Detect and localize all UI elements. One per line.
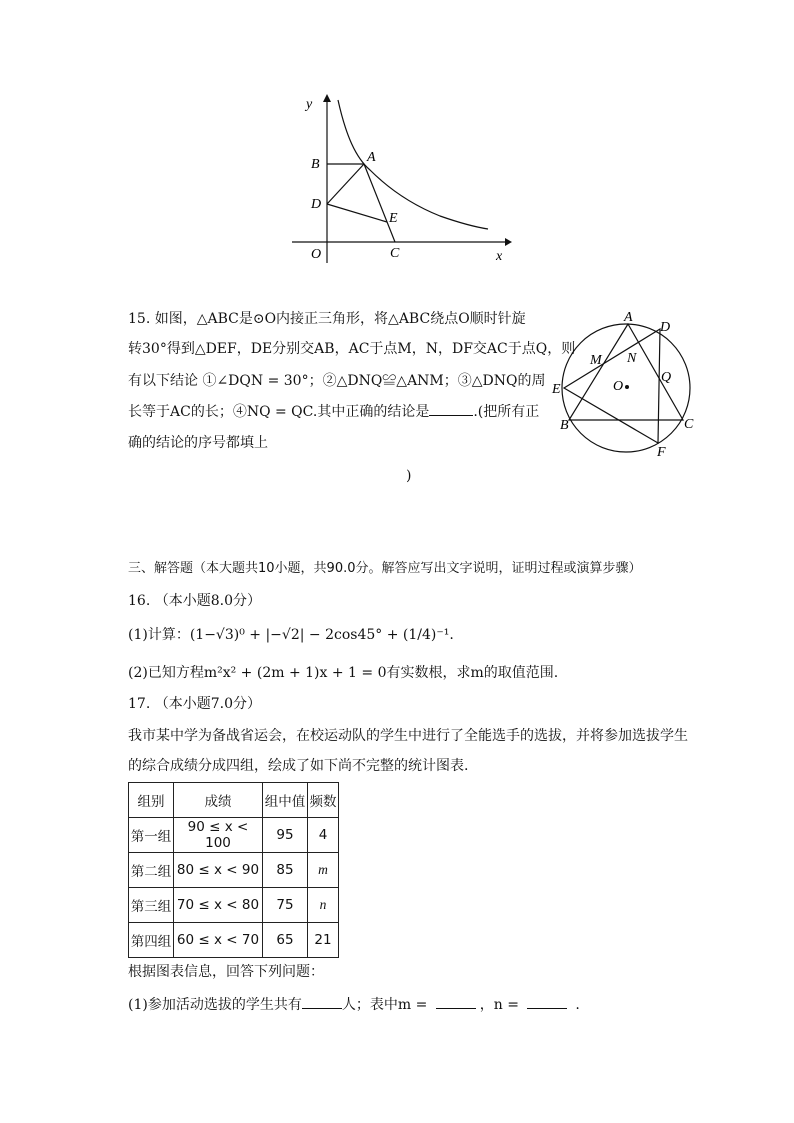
q17-part1-a: (1)参加活动选拔的学生共有 xyxy=(128,997,302,1013)
segment-de xyxy=(327,204,387,222)
cell-midpoint: 85 xyxy=(263,853,308,888)
label-a: A xyxy=(367,150,376,165)
cell-frequency: m xyxy=(308,853,339,888)
x-axis-arrow xyxy=(505,238,512,246)
table-row xyxy=(129,853,339,888)
label-o: O xyxy=(311,247,322,262)
figure-hyperbola xyxy=(280,88,520,273)
section3-heading: 三、解答题（本大题共10小题，共90.0分。解答应写出文字说明，证明过程或演算步骤） xyxy=(128,561,642,576)
cell-midpoint: 65 xyxy=(263,923,308,958)
c-label-o: O xyxy=(613,379,624,394)
y-axis-arrow xyxy=(323,94,331,102)
c-label-d: D xyxy=(660,320,671,335)
cell-frequency: 21 xyxy=(308,923,339,958)
cell-score: 70 ≤ x < 80 xyxy=(174,888,263,923)
center-dot xyxy=(625,385,629,389)
label-y: y xyxy=(306,97,313,112)
cell-frequency: 4 xyxy=(308,818,339,853)
cell-frequency: n xyxy=(308,888,339,923)
c-label-a: A xyxy=(624,310,633,325)
table-row xyxy=(129,818,339,853)
cell-score: 80 ≤ x < 90 xyxy=(174,853,263,888)
q17-after-table: 根据图表信息，回答下列问题： xyxy=(128,964,324,980)
cell-group: 第二组 xyxy=(129,853,174,888)
table-row xyxy=(129,888,339,923)
q16-title: 16. （本小题8.0分） xyxy=(128,593,261,609)
cell-score: 60 ≤ x < 70 xyxy=(174,923,263,958)
q15-line4-text: 长等于AC的长；④NQ = QC.其中正确的结论是 xyxy=(128,404,430,420)
q15-line3-visible: 有以下结论 ①∠DQN = 30°；②△DNQ≌△ANM；③△DNQ的周 xyxy=(128,373,546,389)
q16-part1: (1)计算：(1−√3)⁰ + |−√2| − 2cos45° + (1/4)⁻¹. xyxy=(128,627,454,643)
c-label-q: Q xyxy=(661,370,672,385)
n-value-blank[interactable] xyxy=(527,994,567,1009)
header-midpoint: 组中值 xyxy=(263,783,308,818)
label-c: C xyxy=(390,246,400,261)
cell-group: 第三组 xyxy=(129,888,174,923)
header-frequency: 频数 xyxy=(308,783,339,818)
c-label-n: N xyxy=(627,351,637,366)
table-row xyxy=(129,923,339,958)
c-label-b: B xyxy=(560,418,569,433)
header-group: 组别 xyxy=(129,783,174,818)
header-score: 成绩 xyxy=(174,783,263,818)
total-students-blank[interactable] xyxy=(302,994,342,1009)
q15-line5: 确的结论的序号都填上 xyxy=(128,435,268,451)
q15-line6: ) xyxy=(406,468,412,484)
q15-line4-tail: .(把所有正 xyxy=(473,404,540,420)
frequency-table xyxy=(128,782,339,958)
c-label-m: M xyxy=(590,353,602,368)
cell-midpoint: 95 xyxy=(263,818,308,853)
q16-part2: (2)已知方程m²x² + (2m + 1)x + 1 = 0有实数根，求m的取值范围. xyxy=(128,665,559,681)
label-b: B xyxy=(311,157,320,172)
q17-part1-d: . xyxy=(575,997,580,1013)
c-label-e: E xyxy=(552,382,561,397)
q17-title: 17. （本小题7.0分） xyxy=(128,696,261,712)
q17-part1-b: 人；表中m = xyxy=(341,997,428,1013)
q15-answer-blank[interactable] xyxy=(429,401,473,416)
c-label-c: C xyxy=(684,417,694,432)
cell-group: 第四组 xyxy=(129,923,174,958)
table-header-row xyxy=(129,783,339,818)
cell-midpoint: 75 xyxy=(263,888,308,923)
label-x: x xyxy=(496,249,503,264)
label-e: E xyxy=(389,211,398,226)
cell-score: 90 ≤ x < 100 xyxy=(174,818,263,853)
q15-line1: 15. 如图，△ABC是⊙O内接正三角形，将△ABC绕点O顺时针旋 xyxy=(128,311,526,327)
c-label-f: F xyxy=(657,445,666,460)
q17-intro-line1: 我市某中学为备战省运会，在校运动队的学生中进行了全能选手的选拔，并将参加选拔学生 xyxy=(128,728,688,744)
segment-ac xyxy=(364,164,395,242)
q17-part1-c: ，n = xyxy=(479,997,519,1013)
m-value-blank[interactable] xyxy=(436,994,476,1009)
q17-part1 xyxy=(128,994,580,1015)
label-d: D xyxy=(311,197,322,212)
figure-circle-triangles xyxy=(550,305,700,465)
q15-line2: 转30°得到△DEF，DE分别交AB，AC于点M，N，DF交AC于点Q，则 xyxy=(128,341,576,357)
q17-intro-line2: 的综合成绩分成四组，绘成了如下尚不完整的统计图表. xyxy=(128,758,469,774)
cell-group: 第一组 xyxy=(129,818,174,853)
q15-line4 xyxy=(128,401,539,422)
segment-da xyxy=(327,164,364,204)
